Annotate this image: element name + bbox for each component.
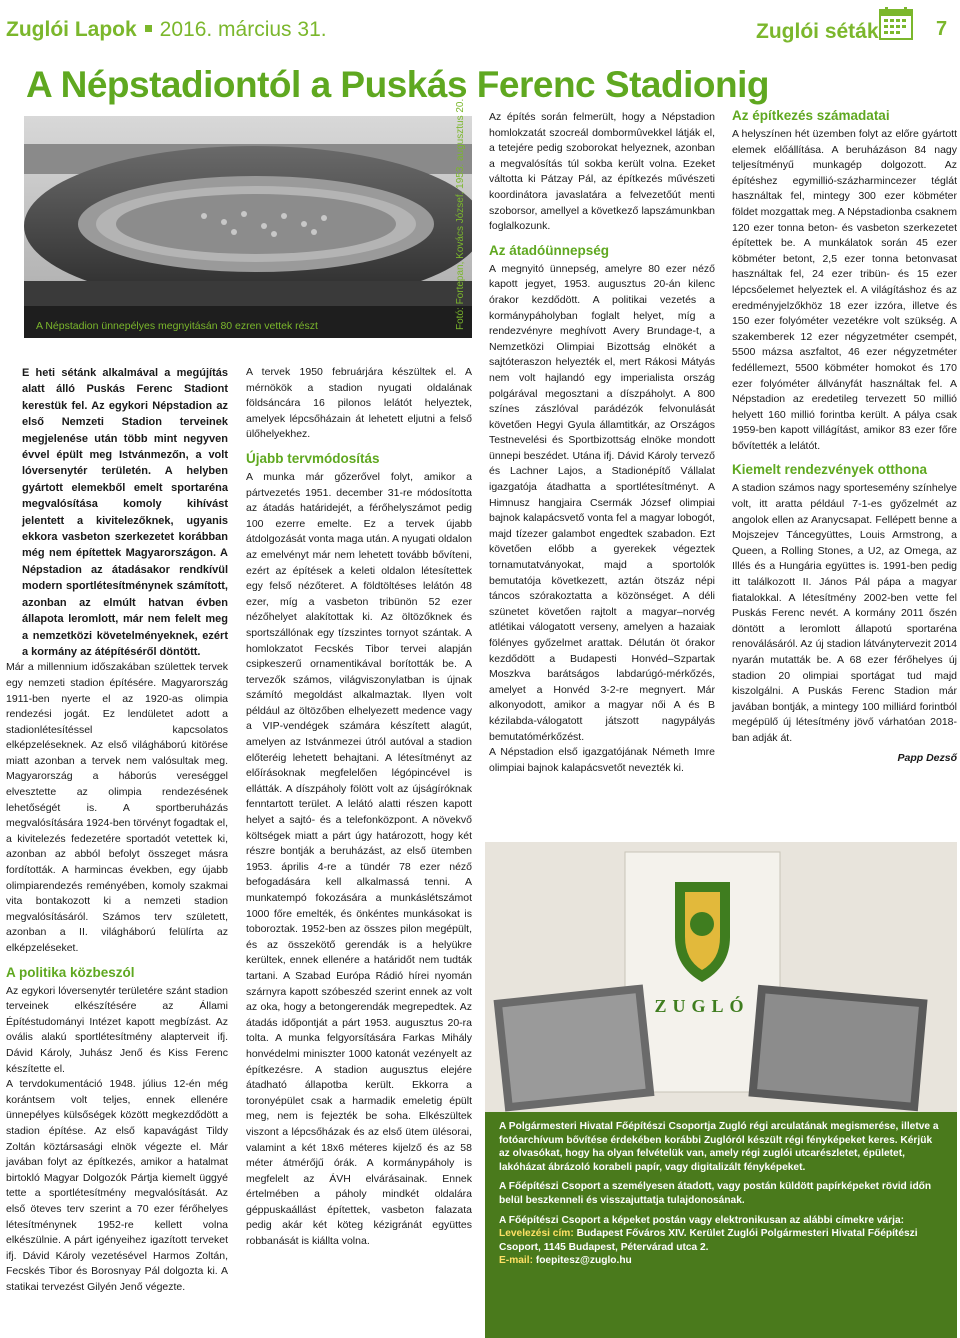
subheading: Az átadóünnepség xyxy=(489,242,610,258)
article-author: Papp Dezső xyxy=(897,751,957,764)
paragraph: Az egykori lóversenytér területére szánt stadion terveinek elkészítésére az Állami Építéstudományi Intézet kapott megbízást. Az ovális alakú sportlétesítmény alapterveit ifj. Dávid Károly, Juhász Jenő és Kiss Ferenc készítette el. xyxy=(6,984,228,1075)
ad-banner xyxy=(485,1112,957,1338)
separator-square xyxy=(145,25,152,32)
address-label: Levelezési cím: xyxy=(499,1228,574,1240)
column-2 xyxy=(246,365,472,1250)
ad-email xyxy=(499,1254,943,1268)
email-label: E-mail: xyxy=(499,1255,533,1267)
paragraph: A helyszínen hét üzemben folyt az előre gyártott elemek előállítása. A beruházáson 84 nagy teljesítményű munkagép dolgozott. Az építéshez egymillió-százharmincezer téglát használtak fel, mintegy 300 ezer köbméter földet mozgattak meg. A Népstadionba csaknem 120 ezer tonna beton- és vasbeton szerkezetet építettek be. A munkálatok során 45 ezer köbméter betont, 2,5 ezer tonna betonvasat használtak fel, 24 ezer tribün- és 15 ezer lépcsőelemet helyeztek el. A világításhoz és az eredményjelzőkhöz 18 ezer izzóra, illetve és 150 ezer folyóméter vezetékre volt szükség. A szakemberek 12 ezer négyzetméter csempét, 5500 mázsa aszfaltot, 46 ezer négyzetméter fedéllemezt, 5500 köbméter homokot és 170 ezer folyóméter állványfát használtak fel. A Népstadion az eredetileg tervezett 50 millió helyett 160 millió forintba került. A pálya csak 1959-ben kapott villágítást, amikor 83 ezer főre bővítették a lelátót. xyxy=(732,128,957,452)
paragraph: A munka már gőzerővel folyt, amikor a pártvezetés 1951. december 31-re módosította az átadás határidejét, a férőhelyszámot pedig 100 ezerre emelte. Ez a tervek újabb átdolgozását vonta maga után. A nyugati oldalon az emelvényt már nem lehetett tovább bővíteni, ezért az építések a keleti oldalon létesítettek egy felső nézőteret. A földtöltéses lelátón 48 ezer, míg a vasbeton tribünön 52 ezer nézőhelyet alakítottak ki. Az öltözőknek és sportszállónak egy tízszintes tornyot szántak. A homlokzatot Fecskés Tibor tervei alapján csipkeszerű ornamentikával borították be. A tervezők számos, világviszonylatban is újnak számító megoldást alkalmaztak. Ilyen volt például az öltözőben elhelyezett medence vagy a VIP-vendégek számára készített alagút, amelyen az Istvánmezei útról autóval a stadion előteréig lehetett behajtani. A létesítményt az előírásoknak megfelelően légópincével is ellátták. A díszpáholy fölött volt az újságíróknak fenntartott terület. A lelátó alatti részen kapott helyet a sajtó- és a telefonközpont. A növekvő költségek miatt a párt úgy határozott, hogy két részre bontják a beruházást, az első ütemben 1953. április 4-re a tündér 78 ezer néző befogadására kell alkalmassá tenni. A munkatempó fokozására a munkáslétszámot 1000 főre emelték, és önkéntes munkásokat is toboroztak. 1952-ben az összes pilon megépült, és az összekötő gerendák is a helyükre kerültek, ennek ellenére a határidőt nem tudták tartani. A Szabad Európa Rádió hírei nyomán szárnyra kapott szóbeszéd szerint ennek az volt az oka, hogy a betongerendák megrepedtek. Az átadás időpontját a párt 1953. augusztus 20-ra tolta. A munka felgyorsítására Farkas Mihály honvédelmi miniszter 1000 katonát vezényelt az építkezésre. A stadion augusztus elejére átadható állapotba került. Ekkorra a toronyépület csak a harmadik emeletig épült meg, nem is fejezték be soha. Elkészültek viszont a lépcsőházak és az első ütem ülésorai, valamint a két 18x6 méteres kijelző és az 58 méter átmérőjű órák. A kormánypáholy is megfelelt az ÁVH elvárásainak. Ennek értelmében a páholy mindkét oldalára géppuskaállást építettek, vasbeton falazata pedig akár két köteg kézigránát együttes robbanását is kiállta volna. xyxy=(246,470,472,1248)
paragraph: Az építés során felmerült, hogy a Népstadion homlokzatát szocreál dombormûvekkel látják el, a tetejére pedig szoborokat helyeznek, azonban a megvalósítás túl sokba került volna. Ezeket váltotta ki Pátzay Pál, az építkezés művészeti koordinátora javaslatára a felvezetőút menti szoborsor, amellyel a következő lapszámunkban foglalkozunk. xyxy=(489,111,715,233)
header-publication xyxy=(6,18,327,42)
subheading: A politika közbeszól xyxy=(6,964,135,980)
paragraph: A Népstadion első igazgatójának Németh Imre olimpiai bajnok kalapácsvetőt nevezték ki. xyxy=(489,746,715,774)
section-title: Zuglói séták xyxy=(756,20,879,43)
subheading: Az építkezés számadatai xyxy=(732,108,890,123)
ad-banner-text: A Polgármesteri Hivatal Főépítészi Csoportja Zugló régi arculatának megismerése, illetve a fotóarchívum bővítése érdekében korábbi Zuglóról készült régi fényképeket keres. Kérjük az olvasókat, hogy ha olyan felvételük van, amely régi zuglói utcarészletet, épületet, lakóházat ábrázoló korabeli papír, vagy digitalizált fényképeket. xyxy=(499,1121,939,1173)
subheading: Újabb tervmódosítás xyxy=(246,450,380,466)
paragraph: A tervek 1950 februárjára készültek el. A mérnökök a stadion nyugati oldalának földsáncára 16 pilonos lelátót helyeztek, amelyek lépcsőházain át lehetett eljutni a felső ülőhelyekhez. xyxy=(246,366,472,441)
issue-date: 2016. március 31. xyxy=(159,18,327,41)
ad-address xyxy=(499,1227,943,1254)
paragraph: A megnyitó ünnepség, amelyre 80 ezer néző kapott jegyet, 1953. augusztus 20-án kilenc órakor kezdődött. A politikai vezetés a kormánypáholyban foglalt helyet, míg a rendezvényre meghívott Avery Brundage-t, a Nemzetközi Olimpiai Bizottság elnökét a sajtóteraszon helyezték el, mert Rákosi Mátyás nem volt hajlandó egy imperialista ország polgárával megosztani a díszpáholyt. A 800 színes zászlóval parádézók felvonulását követően Hegyi Gyula államtitkár, az Országos Testnevelési és Sportbizottság elnöke mondott ünnepi beszédet. Utána ifj. Dávid Károly tervező és Lachner Lajos, a Stadionépítő Vállalat igazgatója átadhatta a sportlétesítményt. A Himnusz hangjaira Csermák József olimpiai bajnok kalapácsvető vonta fel a magyar lobogót, majd tízezer galambot engedtek szabadon. Ezt követően előbb a gyerekek végeztek tornamutatványokat, majd a sportolók bemutatója következett, aztán ötszáz népi táncos szórakoztatta a közönséget. A déli szünetet követően rajtolt a magyar–norvég atlétikai válogatott verseny, amelyen a hazaiak fölényes győzelmet arattak. Délután öt órakor kezdődött a Budapesti Honvéd–Szpartak Moszkva barátságos labdarúgó-mérkőzés, amelyet a Honvéd 3-2-re megnyert. Már alkonyodott, amikor a magyar női A és B kézilabda-válogatott játszott nagypályás bemutatómérkőzést. xyxy=(489,262,715,743)
address-value: Budapest Főváros XIV. Kerület Zuglói Polgármesteri Hivatal Főépítészi Csoport, 1145 Budapest, Pétervárad utca 2. xyxy=(499,1228,918,1253)
column-3 xyxy=(489,110,715,776)
photo-caption: A Népstadion ünnepélyes megnyitásán 80 ezren vettek részt xyxy=(36,320,318,332)
stadium-photo-image xyxy=(24,116,472,338)
article-lead: E heti sétánk alkalmával a megújítás alatt álló Puskás Ferenc Stadiont kerestük fel. Az egykori Népstadion az első Nemzeti Stadion terveinek megjelenése után több mint negyven évvel épült meg Istvánmezőn, a volt lóversenytér területén. A helyben gyártott elemekből emelt sportaréna megvalósítása komoly kihívást jelentett a kivitelezőknek, ugyanis ekkora vasbeton szerkezetet korábban még nem építettek Magyarországon. A Népstadion az átadásakor rendkívül modern sportlétesítménynek számított, azonban az elmúlt hatvan évben állapota leromlott, már nem felelt meg a nemzetközi követelményeknek, ezért a kormány az átépítéséről döntött. xyxy=(22,367,228,658)
paragraph: A tervdokumentáció 1948. július 12-én még korántsem volt teljes, ennek ellenére ünnepélyes külsőségek között megkezdődött a stadion építése. Az első kapavágást Tildy Zoltán köztársasági elnök végezte el. Már javában folyt az építkezés, amikor a hatalmat birtokló Magyar Dolgozók Pártja kiemelt üggyé tette a sportlétesítmény megvalósítását. Az első öteves terv szerint a 70 ezer férőhelyes létesítménynek 1952-re kellett volna elkészülnie. A párt igényeihez igazított terveket ifj. Dávid Károly vezetésével Harmos Zoltán, Fecskés Tibor és Borosnyay Pál dolgozta ki. A statikai tervezést Gilyén Jenő végezte. xyxy=(6,1078,228,1293)
stadium-photo xyxy=(24,116,472,338)
ad-banner-text: A Főépítészi Csoport a személyesen átadott, vagy postán küldött papírképeket rövid időn belül beszkenneli és visszajuttatja tulajdonosának. xyxy=(499,1181,932,1206)
zuglo-advertisement xyxy=(485,842,957,1338)
calendar-icon xyxy=(879,6,913,40)
page-header xyxy=(0,0,960,52)
ad-banner-text: A Főépítészi Csoport a képeket postán vagy elektronikusan az alábbi címekre várja: xyxy=(499,1214,905,1226)
page-number: 7 xyxy=(936,18,948,40)
ad-billboard-image xyxy=(485,842,957,1112)
publication-name: Zuglói Lapok xyxy=(6,18,137,41)
photo-credit: Fotó: Fortepan, Kovács József, 1953. augusztus 20. xyxy=(455,98,466,330)
email-link[interactable]: foepitesz@zuglo.hu xyxy=(535,1255,632,1267)
subheading: Kiemelt rendezvények otthona xyxy=(732,462,928,478)
ad-logo-text: ZUGLÓ xyxy=(654,996,750,1016)
column-1 xyxy=(6,365,228,1295)
article-title: A Népstadiontól a Puskás Ferenc Stadionig xyxy=(26,64,769,105)
column-4 xyxy=(732,106,957,766)
paragraph: Már a millennium időszakában születtek tervek egy nemzeti stadion építésére. Magyarország 1911-ben nyerte el az 1920-as olimpia rendezési jogát. Ez lendületet adott a stadionlétesítéssel kapcsolatos elképzeléseknek. Az első világháború kitörése miatt azonban a tervek nem valósultak meg. Magyarország a háborús vereséggel elvesztette az olimpia rendezésének lehetőségét is. A sportberuházás megvalósítására 1924-ben törvényt fogadtak el, a kivitelezés fedezetére sportadót vetettek ki, azonban az abból befolyt összeget másra fordították. A harmincas években, egy újabb olimpiarendezés reményében, komoly szakmai vita bontakozott ki a nemzeti stadion megvalósításáról. Számos terv született, azonban a II. világháború felülírta az elképzeléseket. xyxy=(6,661,228,954)
paragraph: A stadion számos nagy sportesemény színhelye volt, itt aratta például 7-1-es győzelmét az angolok ellen az Aranycsapat. Fellépett benne a Mojszejev Táncegyüttes, Louis Armstrong, a Queen, a Rolling Stones, a U2, az Omega, az Illés és a Hungária együttes is. 1991-ben pedig itt találkozott II. János Pál pápa a magyar fiatalokkal. A létesítmény 2002-ben vette fel Puskás Ferenc nevét. A kormány 2011 őszén döntött a leromlott állapotú sportaréna renoválásáról. Az új stadion látványtervezit 2014 nyarán mutatták be. A 68 ezer férőhelyes új stadion 20 olimpiai sportágat tud majd kiszolgálni. A Puskás Ferenc Stadion már javában bontják, a mintegy 100 milliárd forintból megépülő új létesítmény jövő várhatóan 2018-ban adják át. xyxy=(732,482,957,744)
